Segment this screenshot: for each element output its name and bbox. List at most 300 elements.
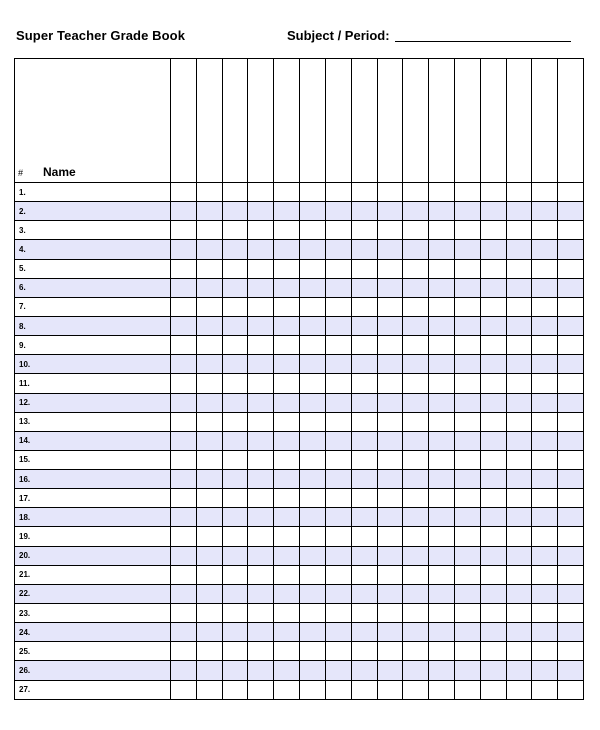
grade-cell[interactable] xyxy=(300,642,326,661)
grade-cell[interactable] xyxy=(532,355,558,374)
student-name-cell[interactable] xyxy=(15,221,171,240)
grade-column-header[interactable] xyxy=(325,59,351,183)
grade-cell[interactable] xyxy=(429,489,455,508)
grade-column-header[interactable] xyxy=(480,59,506,183)
grade-cell[interactable] xyxy=(248,393,274,412)
grade-cell[interactable] xyxy=(351,527,377,546)
subject-period-field[interactable] xyxy=(395,41,571,42)
grade-cell[interactable] xyxy=(171,240,197,259)
grade-cell[interactable] xyxy=(248,336,274,355)
grade-cell[interactable] xyxy=(377,604,403,623)
grade-cell[interactable] xyxy=(558,546,584,565)
grade-cell[interactable] xyxy=(171,297,197,316)
grade-cell[interactable] xyxy=(222,278,248,297)
grade-cell[interactable] xyxy=(377,202,403,221)
grade-cell[interactable] xyxy=(558,623,584,642)
grade-cell[interactable] xyxy=(558,642,584,661)
grade-cell[interactable] xyxy=(351,470,377,489)
grade-cell[interactable] xyxy=(429,221,455,240)
grade-cell[interactable] xyxy=(558,450,584,469)
grade-cell[interactable] xyxy=(248,259,274,278)
grade-cell[interactable] xyxy=(196,374,222,393)
grade-cell[interactable] xyxy=(196,297,222,316)
grade-cell[interactable] xyxy=(274,489,300,508)
grade-cell[interactable] xyxy=(377,508,403,527)
grade-cell[interactable] xyxy=(222,661,248,680)
grade-cell[interactable] xyxy=(454,278,480,297)
grade-cell[interactable] xyxy=(248,412,274,431)
student-name-cell[interactable] xyxy=(15,546,171,565)
grade-cell[interactable] xyxy=(454,355,480,374)
grade-cell[interactable] xyxy=(171,584,197,603)
grade-cell[interactable] xyxy=(171,565,197,584)
grade-cell[interactable] xyxy=(532,623,558,642)
grade-cell[interactable] xyxy=(351,642,377,661)
grade-cell[interactable] xyxy=(196,470,222,489)
grade-cell[interactable] xyxy=(325,221,351,240)
grade-cell[interactable] xyxy=(300,240,326,259)
grade-cell[interactable] xyxy=(377,316,403,335)
grade-cell[interactable] xyxy=(506,584,532,603)
grade-cell[interactable] xyxy=(532,642,558,661)
grade-cell[interactable] xyxy=(300,604,326,623)
grade-cell[interactable] xyxy=(532,412,558,431)
grade-cell[interactable] xyxy=(351,661,377,680)
grade-cell[interactable] xyxy=(558,221,584,240)
grade-cell[interactable] xyxy=(377,221,403,240)
grade-cell[interactable] xyxy=(171,202,197,221)
grade-column-header[interactable] xyxy=(532,59,558,183)
grade-cell[interactable] xyxy=(532,527,558,546)
grade-cell[interactable] xyxy=(196,259,222,278)
grade-cell[interactable] xyxy=(325,546,351,565)
grade-cell[interactable] xyxy=(480,202,506,221)
grade-cell[interactable] xyxy=(300,470,326,489)
grade-cell[interactable] xyxy=(429,584,455,603)
grade-cell[interactable] xyxy=(274,240,300,259)
grade-cell[interactable] xyxy=(506,508,532,527)
grade-cell[interactable] xyxy=(222,393,248,412)
grade-cell[interactable] xyxy=(274,546,300,565)
grade-cell[interactable] xyxy=(248,546,274,565)
grade-cell[interactable] xyxy=(403,489,429,508)
grade-cell[interactable] xyxy=(506,661,532,680)
grade-cell[interactable] xyxy=(454,412,480,431)
grade-cell[interactable] xyxy=(171,642,197,661)
grade-cell[interactable] xyxy=(480,297,506,316)
grade-column-header[interactable] xyxy=(558,59,584,183)
grade-cell[interactable] xyxy=(480,278,506,297)
grade-cell[interactable] xyxy=(454,431,480,450)
grade-cell[interactable] xyxy=(300,565,326,584)
grade-cell[interactable] xyxy=(532,297,558,316)
grade-cell[interactable] xyxy=(532,661,558,680)
grade-cell[interactable] xyxy=(171,489,197,508)
grade-cell[interactable] xyxy=(558,565,584,584)
grade-cell[interactable] xyxy=(558,240,584,259)
grade-cell[interactable] xyxy=(222,374,248,393)
student-name-cell[interactable] xyxy=(15,259,171,278)
grade-cell[interactable] xyxy=(403,508,429,527)
grade-cell[interactable] xyxy=(196,278,222,297)
grade-cell[interactable] xyxy=(300,527,326,546)
grade-cell[interactable] xyxy=(300,508,326,527)
grade-cell[interactable] xyxy=(506,355,532,374)
grade-cell[interactable] xyxy=(403,450,429,469)
grade-column-header[interactable] xyxy=(300,59,326,183)
grade-cell[interactable] xyxy=(377,661,403,680)
grade-cell[interactable] xyxy=(558,412,584,431)
grade-cell[interactable] xyxy=(222,431,248,450)
grade-cell[interactable] xyxy=(558,584,584,603)
grade-cell[interactable] xyxy=(403,278,429,297)
grade-cell[interactable] xyxy=(325,661,351,680)
grade-cell[interactable] xyxy=(532,680,558,699)
grade-cell[interactable] xyxy=(532,508,558,527)
grade-cell[interactable] xyxy=(325,623,351,642)
grade-cell[interactable] xyxy=(248,680,274,699)
grade-cell[interactable] xyxy=(171,604,197,623)
grade-cell[interactable] xyxy=(506,527,532,546)
grade-cell[interactable] xyxy=(506,431,532,450)
grade-cell[interactable] xyxy=(300,546,326,565)
grade-cell[interactable] xyxy=(377,278,403,297)
grade-cell[interactable] xyxy=(454,527,480,546)
grade-cell[interactable] xyxy=(532,584,558,603)
grade-cell[interactable] xyxy=(558,336,584,355)
grade-cell[interactable] xyxy=(300,182,326,201)
grade-cell[interactable] xyxy=(196,604,222,623)
grade-cell[interactable] xyxy=(558,374,584,393)
grade-cell[interactable] xyxy=(403,297,429,316)
grade-cell[interactable] xyxy=(351,202,377,221)
grade-cell[interactable] xyxy=(480,259,506,278)
grade-cell[interactable] xyxy=(429,374,455,393)
grade-cell[interactable] xyxy=(300,489,326,508)
grade-cell[interactable] xyxy=(325,278,351,297)
grade-cell[interactable] xyxy=(454,336,480,355)
grade-cell[interactable] xyxy=(222,565,248,584)
grade-cell[interactable] xyxy=(351,297,377,316)
grade-cell[interactable] xyxy=(325,431,351,450)
grade-cell[interactable] xyxy=(403,546,429,565)
grade-cell[interactable] xyxy=(300,221,326,240)
student-name-cell[interactable] xyxy=(15,565,171,584)
grade-cell[interactable] xyxy=(171,278,197,297)
grade-cell[interactable] xyxy=(429,355,455,374)
grade-cell[interactable] xyxy=(558,278,584,297)
grade-cell[interactable] xyxy=(248,623,274,642)
grade-cell[interactable] xyxy=(454,374,480,393)
grade-cell[interactable] xyxy=(558,431,584,450)
grade-cell[interactable] xyxy=(506,374,532,393)
grade-cell[interactable] xyxy=(248,565,274,584)
grade-cell[interactable] xyxy=(558,355,584,374)
grade-cell[interactable] xyxy=(377,565,403,584)
grade-cell[interactable] xyxy=(325,412,351,431)
grade-cell[interactable] xyxy=(248,450,274,469)
grade-cell[interactable] xyxy=(558,202,584,221)
grade-cell[interactable] xyxy=(222,508,248,527)
grade-cell[interactable] xyxy=(171,680,197,699)
grade-cell[interactable] xyxy=(454,470,480,489)
grade-cell[interactable] xyxy=(377,527,403,546)
grade-cell[interactable] xyxy=(480,355,506,374)
grade-cell[interactable] xyxy=(196,202,222,221)
grade-cell[interactable] xyxy=(429,297,455,316)
grade-cell[interactable] xyxy=(429,182,455,201)
grade-cell[interactable] xyxy=(506,259,532,278)
grade-cell[interactable] xyxy=(171,508,197,527)
grade-cell[interactable] xyxy=(274,642,300,661)
grade-cell[interactable] xyxy=(325,642,351,661)
grade-cell[interactable] xyxy=(171,450,197,469)
grade-cell[interactable] xyxy=(248,642,274,661)
grade-cell[interactable] xyxy=(274,470,300,489)
grade-cell[interactable] xyxy=(377,412,403,431)
grade-cell[interactable] xyxy=(429,508,455,527)
grade-cell[interactable] xyxy=(558,316,584,335)
grade-cell[interactable] xyxy=(532,546,558,565)
grade-cell[interactable] xyxy=(506,336,532,355)
grade-cell[interactable] xyxy=(325,240,351,259)
grade-cell[interactable] xyxy=(377,470,403,489)
grade-cell[interactable] xyxy=(222,527,248,546)
grade-cell[interactable] xyxy=(300,450,326,469)
grade-cell[interactable] xyxy=(171,221,197,240)
grade-cell[interactable] xyxy=(325,584,351,603)
grade-cell[interactable] xyxy=(480,393,506,412)
grade-cell[interactable] xyxy=(532,604,558,623)
grade-cell[interactable] xyxy=(377,182,403,201)
grade-cell[interactable] xyxy=(454,297,480,316)
grade-cell[interactable] xyxy=(429,527,455,546)
grade-cell[interactable] xyxy=(532,470,558,489)
grade-cell[interactable] xyxy=(403,642,429,661)
grade-cell[interactable] xyxy=(558,393,584,412)
grade-cell[interactable] xyxy=(248,240,274,259)
grade-cell[interactable] xyxy=(171,259,197,278)
grade-cell[interactable] xyxy=(248,584,274,603)
grade-cell[interactable] xyxy=(480,470,506,489)
grade-cell[interactable] xyxy=(222,202,248,221)
grade-cell[interactable] xyxy=(300,278,326,297)
grade-cell[interactable] xyxy=(248,182,274,201)
grade-cell[interactable] xyxy=(506,623,532,642)
grade-cell[interactable] xyxy=(351,240,377,259)
student-name-cell[interactable] xyxy=(15,412,171,431)
grade-cell[interactable] xyxy=(480,508,506,527)
grade-cell[interactable] xyxy=(403,470,429,489)
grade-cell[interactable] xyxy=(171,470,197,489)
grade-column-header[interactable] xyxy=(454,59,480,183)
grade-cell[interactable] xyxy=(300,336,326,355)
grade-cell[interactable] xyxy=(274,374,300,393)
grade-cell[interactable] xyxy=(403,221,429,240)
grade-cell[interactable] xyxy=(558,527,584,546)
grade-cell[interactable] xyxy=(196,393,222,412)
student-name-cell[interactable] xyxy=(15,355,171,374)
grade-cell[interactable] xyxy=(248,489,274,508)
grade-cell[interactable] xyxy=(351,546,377,565)
grade-cell[interactable] xyxy=(222,412,248,431)
grade-cell[interactable] xyxy=(351,355,377,374)
grade-cell[interactable] xyxy=(351,221,377,240)
grade-cell[interactable] xyxy=(480,412,506,431)
student-name-cell[interactable] xyxy=(15,661,171,680)
grade-cell[interactable] xyxy=(532,182,558,201)
grade-cell[interactable] xyxy=(171,393,197,412)
grade-cell[interactable] xyxy=(300,412,326,431)
grade-cell[interactable] xyxy=(429,470,455,489)
grade-cell[interactable] xyxy=(377,374,403,393)
grade-cell[interactable] xyxy=(429,316,455,335)
grade-cell[interactable] xyxy=(222,489,248,508)
grade-cell[interactable] xyxy=(196,661,222,680)
grade-cell[interactable] xyxy=(300,355,326,374)
grade-cell[interactable] xyxy=(429,661,455,680)
student-name-cell[interactable] xyxy=(15,316,171,335)
grade-cell[interactable] xyxy=(196,355,222,374)
grade-cell[interactable] xyxy=(274,182,300,201)
grade-cell[interactable] xyxy=(377,240,403,259)
grade-cell[interactable] xyxy=(196,546,222,565)
grade-cell[interactable] xyxy=(171,182,197,201)
grade-cell[interactable] xyxy=(274,393,300,412)
grade-cell[interactable] xyxy=(222,259,248,278)
grade-cell[interactable] xyxy=(454,584,480,603)
grade-cell[interactable] xyxy=(454,489,480,508)
grade-cell[interactable] xyxy=(222,584,248,603)
student-name-cell[interactable] xyxy=(15,642,171,661)
grade-cell[interactable] xyxy=(403,355,429,374)
grade-cell[interactable] xyxy=(454,642,480,661)
grade-cell[interactable] xyxy=(377,431,403,450)
student-name-cell[interactable] xyxy=(15,431,171,450)
grade-column-header[interactable] xyxy=(351,59,377,183)
student-name-cell[interactable] xyxy=(15,508,171,527)
grade-cell[interactable] xyxy=(403,604,429,623)
student-name-cell[interactable] xyxy=(15,297,171,316)
grade-cell[interactable] xyxy=(196,584,222,603)
student-name-cell[interactable] xyxy=(15,527,171,546)
grade-cell[interactable] xyxy=(274,431,300,450)
grade-cell[interactable] xyxy=(248,221,274,240)
grade-cell[interactable] xyxy=(377,355,403,374)
grade-cell[interactable] xyxy=(248,661,274,680)
grade-cell[interactable] xyxy=(325,297,351,316)
grade-cell[interactable] xyxy=(300,259,326,278)
grade-cell[interactable] xyxy=(506,546,532,565)
grade-cell[interactable] xyxy=(196,680,222,699)
grade-cell[interactable] xyxy=(351,278,377,297)
grade-cell[interactable] xyxy=(480,623,506,642)
grade-cell[interactable] xyxy=(171,374,197,393)
grade-cell[interactable] xyxy=(274,336,300,355)
grade-cell[interactable] xyxy=(171,355,197,374)
grade-cell[interactable] xyxy=(274,221,300,240)
grade-cell[interactable] xyxy=(532,431,558,450)
grade-cell[interactable] xyxy=(351,584,377,603)
grade-cell[interactable] xyxy=(480,374,506,393)
grade-cell[interactable] xyxy=(506,565,532,584)
grade-column-header[interactable] xyxy=(429,59,455,183)
grade-cell[interactable] xyxy=(274,623,300,642)
grade-cell[interactable] xyxy=(351,450,377,469)
grade-cell[interactable] xyxy=(300,431,326,450)
grade-cell[interactable] xyxy=(171,316,197,335)
grade-cell[interactable] xyxy=(325,259,351,278)
grade-cell[interactable] xyxy=(506,450,532,469)
grade-cell[interactable] xyxy=(377,259,403,278)
grade-cell[interactable] xyxy=(532,450,558,469)
grade-column-header[interactable] xyxy=(377,59,403,183)
grade-cell[interactable] xyxy=(222,240,248,259)
grade-cell[interactable] xyxy=(171,623,197,642)
grade-cell[interactable] xyxy=(403,661,429,680)
grade-column-header[interactable] xyxy=(222,59,248,183)
grade-cell[interactable] xyxy=(480,431,506,450)
grade-cell[interactable] xyxy=(351,680,377,699)
grade-column-header[interactable] xyxy=(248,59,274,183)
grade-cell[interactable] xyxy=(325,508,351,527)
grade-cell[interactable] xyxy=(429,431,455,450)
grade-cell[interactable] xyxy=(403,393,429,412)
grade-cell[interactable] xyxy=(506,489,532,508)
grade-cell[interactable] xyxy=(222,297,248,316)
grade-cell[interactable] xyxy=(300,661,326,680)
grade-cell[interactable] xyxy=(248,470,274,489)
grade-cell[interactable] xyxy=(196,240,222,259)
grade-cell[interactable] xyxy=(532,565,558,584)
grade-cell[interactable] xyxy=(403,431,429,450)
grade-cell[interactable] xyxy=(429,680,455,699)
grade-cell[interactable] xyxy=(403,623,429,642)
grade-cell[interactable] xyxy=(222,316,248,335)
grade-cell[interactable] xyxy=(558,259,584,278)
student-name-cell[interactable] xyxy=(15,240,171,259)
grade-cell[interactable] xyxy=(506,240,532,259)
grade-cell[interactable] xyxy=(222,604,248,623)
grade-cell[interactable] xyxy=(532,393,558,412)
grade-cell[interactable] xyxy=(351,336,377,355)
grade-cell[interactable] xyxy=(377,584,403,603)
grade-cell[interactable] xyxy=(274,508,300,527)
grade-cell[interactable] xyxy=(480,316,506,335)
grade-column-header[interactable] xyxy=(506,59,532,183)
grade-cell[interactable] xyxy=(325,355,351,374)
grade-cell[interactable] xyxy=(377,489,403,508)
grade-cell[interactable] xyxy=(248,355,274,374)
grade-cell[interactable] xyxy=(454,182,480,201)
grade-cell[interactable] xyxy=(506,412,532,431)
grade-cell[interactable] xyxy=(196,316,222,335)
grade-cell[interactable] xyxy=(480,565,506,584)
grade-cell[interactable] xyxy=(403,316,429,335)
grade-cell[interactable] xyxy=(532,240,558,259)
grade-cell[interactable] xyxy=(377,642,403,661)
grade-cell[interactable] xyxy=(480,450,506,469)
grade-cell[interactable] xyxy=(480,604,506,623)
grade-cell[interactable] xyxy=(532,221,558,240)
student-name-cell[interactable] xyxy=(15,489,171,508)
grade-cell[interactable] xyxy=(196,527,222,546)
grade-cell[interactable] xyxy=(248,604,274,623)
student-name-cell[interactable] xyxy=(15,374,171,393)
student-name-cell[interactable] xyxy=(15,470,171,489)
grade-cell[interactable] xyxy=(171,661,197,680)
grade-cell[interactable] xyxy=(248,278,274,297)
